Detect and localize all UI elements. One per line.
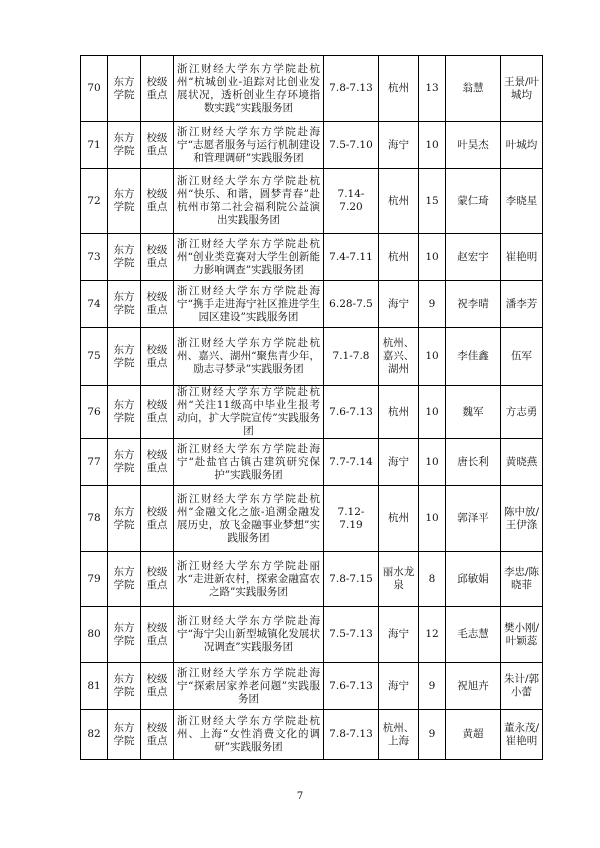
leader-cell: 郭泽平 — [446, 486, 501, 552]
level-cell: 校级重点 — [141, 607, 174, 663]
college-cell: 东方学院 — [108, 552, 141, 607]
row-number: 79 — [81, 552, 108, 607]
member-count-cell: 10 — [419, 439, 446, 486]
advisor-cell: 潘李芳 — [501, 281, 543, 328]
leader-cell: 黄超 — [446, 710, 501, 760]
project-name-cell: 浙江财经大学东方学院赴杭州“杭城创业-追踪对比创业发展状况，透析创业生存环境指数实践”实践服务团 — [174, 56, 324, 122]
project-name-cell: 浙江财经大学东方学院赴杭州“创业类竞赛对大学生创新能力影响调查”实践服务团 — [174, 234, 324, 281]
project-name-cell: 浙江财经大学东方学院赴杭州“金融文化之旅-追溯金融发展历史，放飞金融事业梦想”实践服务团 — [174, 486, 324, 552]
page-number: 7 — [296, 791, 304, 802]
location-cell: 杭州 — [379, 169, 419, 234]
project-name-cell: 浙江财经大学东方学院赴海宁“海宁尖山新型城镇化发展状况调查”实践服务团 — [174, 607, 324, 663]
advisor-cell: 陈中放/王伊涤 — [501, 486, 543, 552]
project-table — [80, 55, 543, 760]
level-cell: 校级重点 — [141, 386, 174, 439]
table-row — [81, 663, 543, 710]
level-cell: 校级重点 — [141, 439, 174, 486]
advisor-cell: 樊小刚/叶颖蕊 — [501, 607, 543, 663]
project-name-cell: 浙江财经大学东方学院赴杭州“快乐、和谐，圆梦青春”赴杭州市第二社会福利院公益演出实践服务团 — [174, 169, 324, 234]
member-count-cell: 10 — [419, 328, 446, 386]
advisor-cell: 叶城均 — [501, 122, 543, 169]
level-cell: 校级重点 — [141, 56, 174, 122]
project-name-cell: 浙江财经大学东方学院赴海宁“赴盐官古镇古建筑研究保护”实践服务团 — [174, 439, 324, 486]
advisor-cell: 李晓星 — [501, 169, 543, 234]
advisor-cell: 王景/叶城均 — [501, 56, 543, 122]
advisor-cell: 黄晓燕 — [501, 439, 543, 486]
location-cell: 海宁 — [379, 281, 419, 328]
date-cell: 7.6-7.13 — [324, 663, 379, 710]
table-row — [81, 56, 543, 122]
member-count-cell: 12 — [419, 607, 446, 663]
member-count-cell: 15 — [419, 169, 446, 234]
date-cell: 7.8-7.15 — [324, 552, 379, 607]
leader-cell: 李佳鑫 — [446, 328, 501, 386]
location-cell: 海宁 — [379, 439, 419, 486]
table-row — [81, 552, 543, 607]
date-cell: 7.14-7.20 — [324, 169, 379, 234]
advisor-cell: 伍军 — [501, 328, 543, 386]
location-cell: 海宁 — [379, 122, 419, 169]
college-cell: 东方学院 — [108, 169, 141, 234]
row-number: 81 — [81, 663, 108, 710]
date-cell: 7.5-7.10 — [324, 122, 379, 169]
row-number: 77 — [81, 439, 108, 486]
project-name-cell: 浙江财经大学东方学院赴海宁“志愿者服务与运行机制建设和管理调研”实践服务团 — [174, 122, 324, 169]
location-cell: 杭州 — [379, 486, 419, 552]
table-row — [81, 169, 543, 234]
row-number: 78 — [81, 486, 108, 552]
date-cell: 7.7-7.14 — [324, 439, 379, 486]
location-cell: 杭州 — [379, 234, 419, 281]
location-cell: 杭州 — [379, 56, 419, 122]
advisor-cell: 董永茂/崔艳明 — [501, 710, 543, 760]
table-row — [81, 486, 543, 552]
date-cell: 7.8-7.13 — [324, 56, 379, 122]
college-cell: 东方学院 — [108, 386, 141, 439]
row-number: 82 — [81, 710, 108, 760]
location-cell: 杭州 — [379, 386, 419, 439]
level-cell: 校级重点 — [141, 552, 174, 607]
row-number: 74 — [81, 281, 108, 328]
date-cell: 7.8-7.13 — [324, 710, 379, 760]
level-cell: 校级重点 — [141, 663, 174, 710]
location-cell: 海宁 — [379, 663, 419, 710]
college-cell: 东方学院 — [108, 328, 141, 386]
college-cell: 东方学院 — [108, 486, 141, 552]
leader-cell: 邱敏娟 — [446, 552, 501, 607]
college-cell: 东方学院 — [108, 607, 141, 663]
leader-cell: 赵宏宇 — [446, 234, 501, 281]
college-cell: 东方学院 — [108, 122, 141, 169]
leader-cell: 翁慧 — [446, 56, 501, 122]
college-cell: 东方学院 — [108, 281, 141, 328]
row-number: 70 — [81, 56, 108, 122]
row-number: 72 — [81, 169, 108, 234]
project-name-cell: 浙江财经大学东方学院赴海宁“探索居家养老问题”实践服务团 — [174, 663, 324, 710]
project-name-cell: 浙江财经大学东方学院赴杭州“关注11级高中毕业生报考动向，扩大学院宣传”实践服务团 — [174, 386, 324, 439]
row-number: 80 — [81, 607, 108, 663]
member-count-cell: 10 — [419, 122, 446, 169]
college-cell: 东方学院 — [108, 439, 141, 486]
table-row — [81, 234, 543, 281]
level-cell: 校级重点 — [141, 281, 174, 328]
row-number: 76 — [81, 386, 108, 439]
leader-cell: 蒙仁琦 — [446, 169, 501, 234]
advisor-cell: 朱计/郭小蕾 — [501, 663, 543, 710]
member-count-cell: 9 — [419, 663, 446, 710]
location-cell: 丽水龙泉 — [379, 552, 419, 607]
level-cell: 校级重点 — [141, 486, 174, 552]
college-cell: 东方学院 — [108, 234, 141, 281]
member-count-cell: 9 — [419, 710, 446, 760]
table-row — [81, 607, 543, 663]
member-count-cell: 10 — [419, 386, 446, 439]
table-row — [81, 122, 543, 169]
leader-cell: 叶昊杰 — [446, 122, 501, 169]
date-cell: 6.28-7.5 — [324, 281, 379, 328]
member-count-cell: 8 — [419, 552, 446, 607]
row-number: 75 — [81, 328, 108, 386]
table-row — [81, 328, 543, 386]
table-row — [81, 710, 543, 760]
level-cell: 校级重点 — [141, 169, 174, 234]
row-number: 73 — [81, 234, 108, 281]
project-name-cell: 浙江财经大学东方学院赴海宁“携手走进海宁社区推进学生园区建设”实践服务团 — [174, 281, 324, 328]
table-row — [81, 281, 543, 328]
leader-cell: 祝旭卉 — [446, 663, 501, 710]
date-cell: 7.6-7.13 — [324, 386, 379, 439]
date-cell: 7.12-7.19 — [324, 486, 379, 552]
college-cell: 东方学院 — [108, 56, 141, 122]
member-count-cell: 13 — [419, 56, 446, 122]
college-cell: 东方学院 — [108, 663, 141, 710]
date-cell: 7.4-7.11 — [324, 234, 379, 281]
advisor-cell: 方志勇 — [501, 386, 543, 439]
level-cell: 校级重点 — [141, 122, 174, 169]
college-cell: 东方学院 — [108, 710, 141, 760]
project-name-cell: 浙江财经大学东方学院赴杭州、上海“女性消费文化的调研”实践服务团 — [174, 710, 324, 760]
leader-cell: 毛志慧 — [446, 607, 501, 663]
level-cell: 校级重点 — [141, 710, 174, 760]
table-row — [81, 386, 543, 439]
date-cell: 7.5-7.13 — [324, 607, 379, 663]
advisor-cell: 李忠/陈晓菲 — [501, 552, 543, 607]
level-cell: 校级重点 — [141, 234, 174, 281]
member-count-cell: 10 — [419, 486, 446, 552]
row-number: 71 — [81, 122, 108, 169]
level-cell: 校级重点 — [141, 328, 174, 386]
table-row — [81, 439, 543, 486]
date-cell: 7.1-7.8 — [324, 328, 379, 386]
member-count-cell: 10 — [419, 234, 446, 281]
leader-cell: 唐长利 — [446, 439, 501, 486]
member-count-cell: 9 — [419, 281, 446, 328]
location-cell: 杭州、上海 — [379, 710, 419, 760]
project-name-cell: 浙江财经大学东方学院赴杭州、嘉兴、湖州“聚焦青少年，励志寻梦录”实践服务团 — [174, 328, 324, 386]
location-cell: 杭州、嘉兴、湖州 — [379, 328, 419, 386]
location-cell: 海宁 — [379, 607, 419, 663]
leader-cell: 魏军 — [446, 386, 501, 439]
advisor-cell: 崔艳明 — [501, 234, 543, 281]
leader-cell: 祝李晴 — [446, 281, 501, 328]
project-name-cell: 浙江财经大学东方学院赴丽水“走进新农村，探索金融富农之路”实践服务团 — [174, 552, 324, 607]
